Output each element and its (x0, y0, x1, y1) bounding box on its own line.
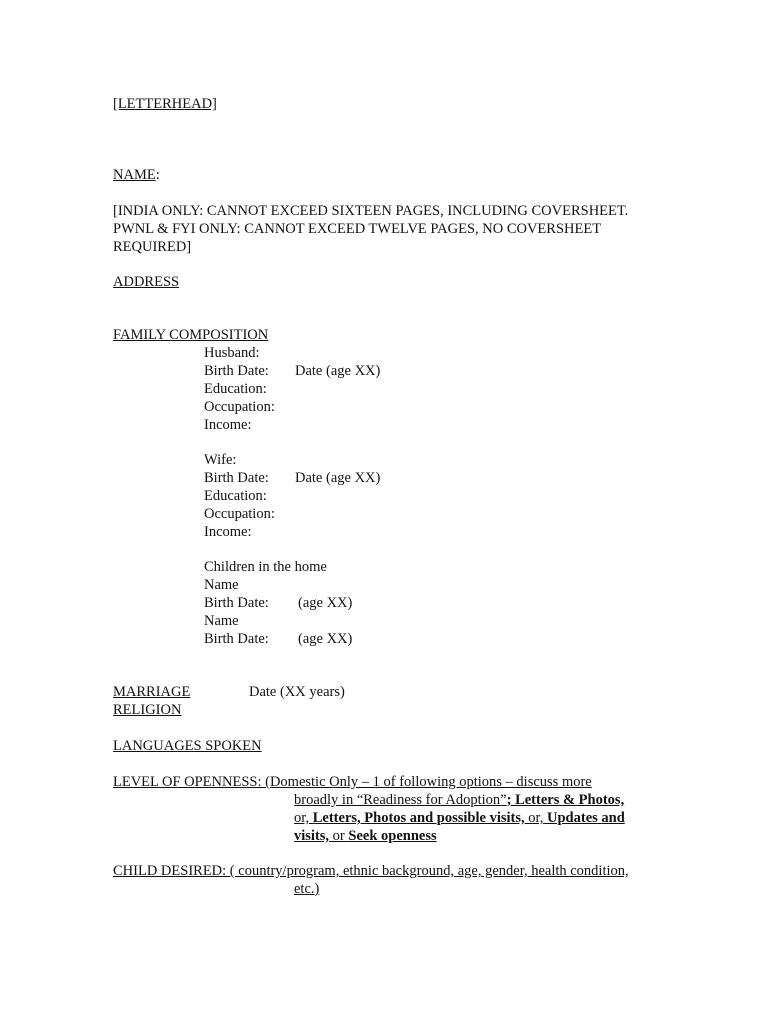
openness-option-seek: Seek openness (348, 828, 437, 844)
wife-birth-value: Date (age XX) (295, 470, 381, 486)
openness-option-visits: visits, (294, 828, 330, 844)
openness-line-1: LEVEL OF OPENNESS: (Domestic Only – 1 of following options – discuss more (113, 774, 592, 790)
wife-occupation: Occupation: (204, 506, 275, 522)
openness-or-1: or, (294, 810, 313, 826)
openness-option-letters-photos: ; Letters & Photos, (506, 792, 625, 808)
wife-birth-label: Birth Date: (204, 470, 269, 486)
openness-or-3: or (329, 828, 349, 844)
child-2-name: Name (204, 613, 239, 629)
husband-birth-label: Birth Date: (204, 363, 269, 379)
letterhead: [LETTERHEAD] (113, 96, 217, 112)
name-colon: : (155, 167, 160, 183)
child-1-name: Name (204, 577, 239, 593)
religion-heading: RELIGION (113, 702, 182, 718)
openness-readiness-text: broadly in “Readiness for Adoption” (294, 792, 507, 808)
name-label: NAME (113, 167, 156, 183)
notice-line-2: PWNL & FYI ONLY: CANNOT EXCEED TWELVE PAGES, NO COVERSHEET (113, 221, 602, 237)
wife-income: Income: (204, 524, 252, 540)
husband-income: Income: (204, 417, 252, 433)
languages-heading: LANGUAGES SPOKEN (113, 738, 262, 754)
notice-line-1: [INDIA ONLY: CANNOT EXCEED SIXTEEN PAGES, INCLUDING COVERSHEET. (113, 203, 629, 219)
husband-title: Husband: (204, 345, 260, 361)
wife-education: Education: (204, 488, 267, 504)
child-desired-line-2: etc.) (294, 881, 320, 897)
child-desired-line-1: CHILD DESIRED: ( country/program, ethnic background, age, gender, health condition, (113, 863, 629, 879)
notice-line-3: REQUIRED] (113, 239, 192, 255)
child-2-birth-label: Birth Date: (204, 631, 269, 647)
child-2-age: (age XX) (298, 631, 353, 647)
openness-option-possible-visits: Letters, Photos and possible visits, (312, 810, 525, 826)
husband-education: Education: (204, 381, 267, 397)
family-composition-heading: FAMILY COMPOSITION (113, 327, 269, 343)
marriage-value: Date (XX years) (249, 684, 345, 700)
wife-title: Wife: (204, 452, 237, 468)
name-field (113, 166, 160, 184)
openness-option-updates: Updates and (547, 810, 625, 826)
openness-line-4 (294, 827, 437, 845)
child-1-birth-label: Birth Date: (204, 595, 269, 611)
openness-line-3 (294, 809, 625, 827)
openness-line-2 (294, 791, 624, 809)
husband-birth-value: Date (age XX) (295, 363, 381, 379)
openness-or-2: or, (524, 810, 548, 826)
husband-occupation: Occupation: (204, 399, 275, 415)
child-1-age: (age XX) (298, 595, 353, 611)
marriage-heading: MARRIAGE (113, 684, 191, 700)
children-title: Children in the home (204, 559, 327, 575)
address-heading: ADDRESS (113, 274, 180, 290)
